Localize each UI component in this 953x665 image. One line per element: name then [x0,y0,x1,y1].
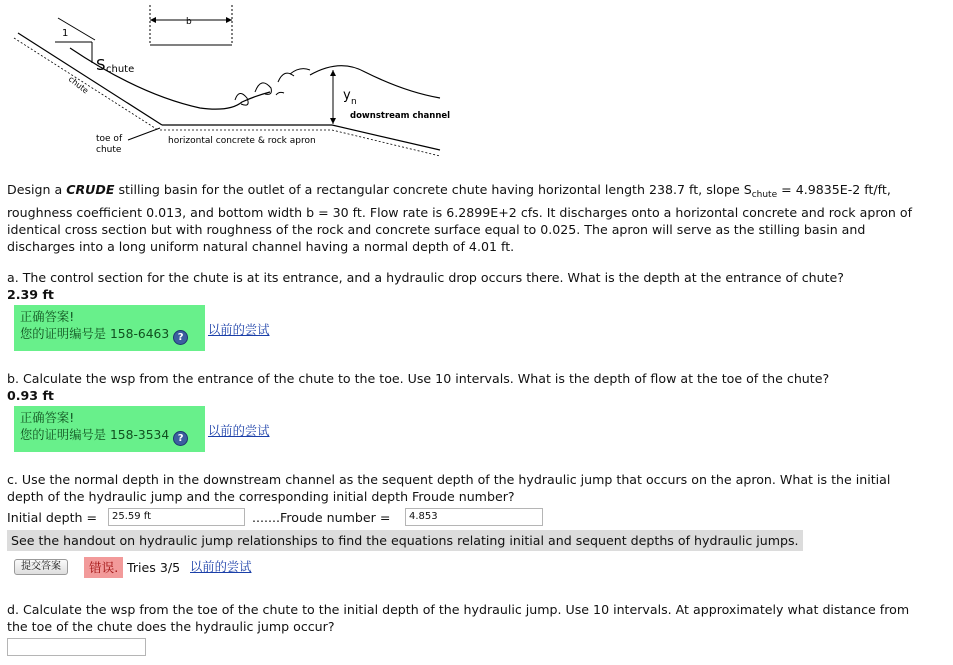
help-icon[interactable]: ? [173,330,188,345]
slope-number: 1 [62,28,69,39]
part-b-answer: 0.93 ft [7,388,54,403]
part-d-question-2: the toe of the chute does the hydraulic jump occur? [7,619,335,634]
part-d-input[interactable] [7,638,146,656]
intro-line-1 [7,181,951,204]
intro-sub: chute [751,190,778,200]
part-a-correct-title: 正确答案! [20,310,75,324]
part-b-cert-text: 您的证明编号是 158-3534 [20,428,170,442]
initial-depth-input[interactable]: 25.59 ft [108,508,245,526]
downstream-label: downstream channel [350,111,450,121]
intro-line-3: identical cross section but with roughness of the rock and concrete surface equal to 0.025. The apron will serve as the stilling basin and [7,222,866,237]
part-a-answer: 2.39 ft [7,287,54,302]
part-b-correct-box [14,406,205,452]
toe-label-2: chute [96,145,122,155]
slope-label: S [96,56,106,74]
help-icon[interactable]: ? [173,431,188,446]
intro-mid: stilling basin for the outlet of a rectangular concrete chute having horizontal length 238.7 ft, slope S [114,182,752,197]
part-c-question-1: c. Use the normal depth in the downstream channel as the sequent depth of the hydraulic jump that occurs on the apron. What is the initial [7,472,891,487]
part-c-question-2: depth of the hydraulic jump and the corresponding initial depth Froude number? [7,489,515,504]
part-b-previous-tries-link[interactable]: 以前的尝试 [208,424,270,438]
problem-statement [7,181,951,255]
froude-input[interactable]: 4.853 [405,508,543,526]
initial-depth-label: Initial depth = [7,510,98,525]
yn-sub: n [351,97,357,107]
width-label: b [186,17,192,27]
chute-bed [18,33,162,125]
slope-sub: chute [106,64,135,75]
part-a-correct-box [14,305,205,351]
toe-label-1: toe of [96,134,123,144]
intro-line-4: discharges into a long uniform natural channel having a normal depth of 4.01 ft. [7,239,515,254]
apron-label: horizontal concrete & rock apron [168,136,316,146]
part-a-cert [20,326,199,345]
stilling-basin-diagram [10,0,450,165]
yn-label: y [343,88,351,103]
part-a-previous-tries-link[interactable]: 以前的尝试 [208,323,270,337]
part-b-correct-title: 正确答案! [20,411,75,425]
hint-box: See the handout on hydraulic jump relationships to find the equations relating initial and sequent depths of hydraulic jumps. [7,530,803,551]
part-d-question-1: d. Calculate the wsp from the toe of the chute to the initial depth of the hydraulic jump. Use 10 intervals. At approximately what distance from [7,602,910,617]
submit-answer-button[interactable]: 提交答案 [14,559,68,575]
tries-count: Tries 3/5 [127,560,181,575]
froude-label: .......Froude number = [252,510,391,525]
intro-line-2: roughness coefficient 0.013, and bottom width b = 30 ft. Flow rate is 6.2899E+2 cfs. It discharges onto a horizontal concrete and rock apron of [7,205,913,220]
chute-label: chute [66,74,91,96]
part-b-question: b. Calculate the wsp from the entrance of the chute to the toe. Use 10 intervals. What is the depth of flow at the toe of the chute? [7,371,830,386]
part-a-cert-text: 您的证明编号是 158-6463 [20,327,170,341]
wrong-badge: 错误. [84,557,123,578]
intro-line1-end: = 4.9835E-2 ft/ft, [777,182,891,197]
intro-pre: Design a [7,182,67,197]
part-b-cert [20,427,199,446]
part-c-previous-tries-link[interactable]: 以前的尝试 [190,560,252,574]
downstream-bed [332,125,440,150]
part-a-question: a. The control section for the chute is at its entrance, and a hydraulic drop occurs there. What is the depth at the entrance of chute? [7,270,844,285]
intro-bold: CRUDE [66,182,115,197]
